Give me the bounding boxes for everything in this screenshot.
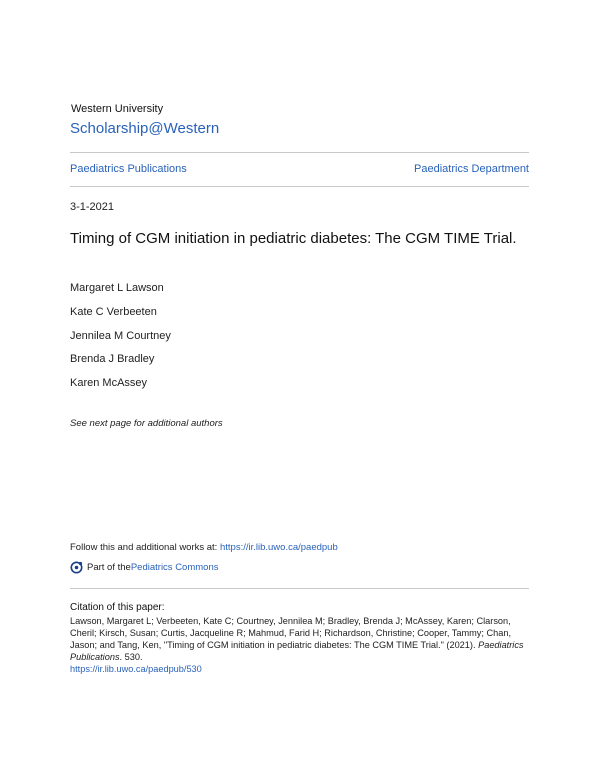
author-5: Karen McAssey xyxy=(70,377,148,389)
follow-line xyxy=(70,542,338,553)
citation-text: Lawson, Margaret L; Verbeeten, Kate C; Courtney, Jennilea M; Bradley, Brenda J; McAssey, Karen; Clarson, Cheril; Kirsch, Susan; Curtis, Jacqueline R; Mahmud, Farid H; Richardson, Christine; Cooper, Tammy; Chan, Jason; and Tang, Ken, "Timing of CGM initiation in pediatric diabetes: The CGM TIME Trial." (2021). xyxy=(70,616,512,650)
divider-nav xyxy=(70,186,529,187)
divider-top xyxy=(70,152,529,153)
citation-body xyxy=(70,615,532,675)
paediatrics-publications-link[interactable]: Paediatrics Publications xyxy=(70,163,187,175)
author-1: Margaret L Lawson xyxy=(70,282,164,294)
author-3: Jennilea M Courtney xyxy=(70,330,171,342)
paediatrics-department-link[interactable]: Paediatrics Department xyxy=(414,163,529,175)
citation-number: . 530. xyxy=(119,652,143,662)
paper-title: Timing of CGM initiation in pediatric diabetes: The CGM TIME Trial. xyxy=(70,230,517,247)
citation-journal: Paediatrics Publications xyxy=(70,640,524,662)
divider-citation xyxy=(70,588,529,589)
part-of-line xyxy=(70,561,218,574)
university-name: Western University xyxy=(71,103,164,115)
pediatrics-commons-link[interactable]: Pediatrics Commons xyxy=(130,562,219,573)
citation-url-link[interactable]: https://ir.lib.uwo.ca/paedpub/530 xyxy=(70,664,202,674)
follow-text: Follow this and additional works at: xyxy=(70,542,220,553)
author-2: Kate C Verbeeten xyxy=(70,306,157,318)
publication-date: 3-1-2021 xyxy=(70,201,115,213)
citation-heading: Citation of this paper: xyxy=(70,602,165,613)
author-4: Brenda J Bradley xyxy=(70,353,155,365)
repository-link[interactable]: Scholarship@Western xyxy=(70,120,220,137)
part-of-text: Part of the xyxy=(87,562,131,573)
see-next-page-note: See next page for additional authors xyxy=(70,418,223,429)
commons-network-icon xyxy=(70,561,83,574)
follow-url-link[interactable]: https://ir.lib.uwo.ca/paedpub xyxy=(219,542,338,553)
